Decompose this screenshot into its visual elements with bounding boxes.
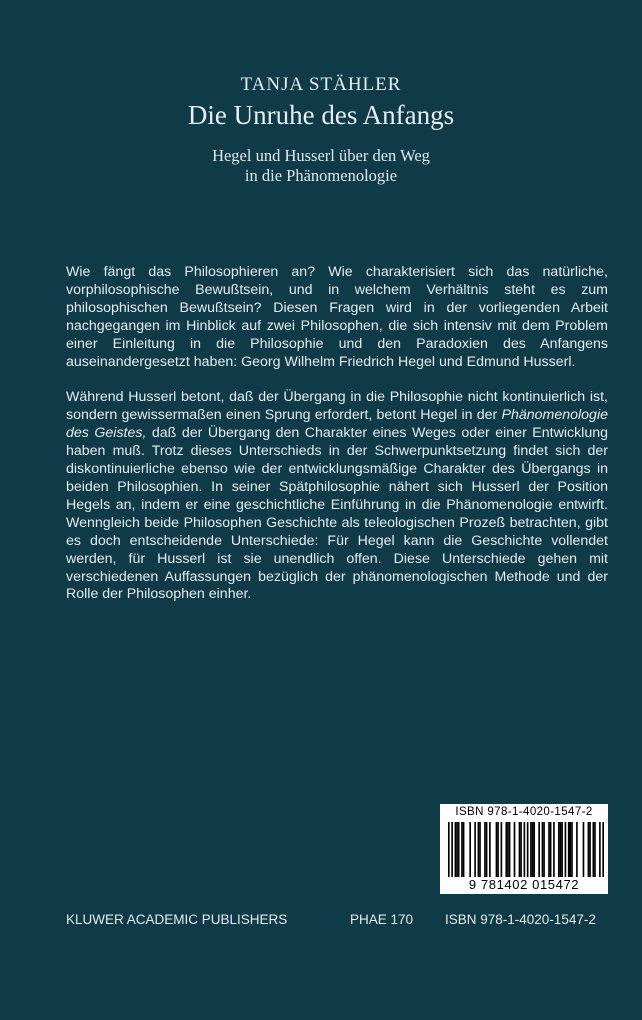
barcode-bar	[501, 822, 503, 877]
barcode-bar	[568, 822, 570, 877]
blurb-work-title: Phänomenologie des Geistes,	[66, 407, 608, 442]
book-subtitle	[0, 146, 642, 186]
barcode-bar	[505, 822, 507, 877]
barcode-bar	[514, 822, 516, 877]
barcode-bar	[451, 822, 453, 877]
barcode-bar	[602, 822, 604, 877]
subtitle-line-1: Hegel und Husserl über den Weg	[212, 146, 430, 165]
barcode-bar	[599, 822, 601, 877]
barcode-bar	[530, 822, 532, 877]
isbn-barcode	[440, 804, 608, 894]
barcode-bar	[593, 822, 595, 877]
barcode-bar	[543, 822, 545, 877]
publisher-name: KLUWER ACADEMIC PUBLISHERS	[66, 912, 288, 927]
barcode-bars	[448, 822, 604, 877]
barcode-bar	[533, 822, 535, 877]
blurb-paragraph-2	[66, 389, 608, 604]
blurb-paragraph-2-end: daß der Übergang den Charakter eines Weges oder einer Entwicklung haben muß. Trotz dieses Unterschieds in der Schwerpunktsetzung findet sich der diskontinuierliche ebenso wie der entwicklungsmäßige Charakter des Übergangs in beiden Philosophien. In seiner Spätphilosophie nähert sich Husserl der Position Hegels an, indem er eine geschichtliche Einführung in die Phänomenologie entwirft. Wenngleich beide Philosophen Geschichte als teleologischen Prozeß betrachten, gibt es doch entscheidende Unterschiede: Für Hegel kann die Geschichte vollendet werden, für Husserl ist sie unendlich offen. Diese Unterschiede gehen mit verschiedenen Auffassungen bezüglich der phänomenologischen Methode und der Rolle der Philosophen einher.	[66, 425, 608, 603]
blurb-paragraph-1: Wie fängt das Philosophieren an? Wie charakterisiert sich das natürliche, vorphilosophische Bewußtsein, und in welchem Verhältnis steht es zum philosophischen Bewußtsein? Diesen Fragen wird in der vorliegenden Arbeit nachgegangen im Hinblick auf zwei Philosophen, die sich intensiv mit dem Problem einer Einleitung in die Philosophie und den Paradoxien des Anfangens auseinandergesetzt haben: Georg Wilhelm Friedrich Hegel und Edmund Husserl.	[66, 264, 608, 370]
barcode-bar	[527, 822, 529, 877]
barcode-bar	[538, 822, 540, 877]
barcode-bar	[489, 822, 491, 877]
footer-isbn: ISBN 978-1-4020-1547-2	[445, 912, 596, 927]
barcode-bar	[542, 822, 544, 877]
barcode-bar	[560, 822, 562, 877]
barcode-bar	[478, 822, 480, 877]
barcode-bar	[548, 822, 550, 877]
barcode-bar	[458, 822, 460, 877]
barcode-bar	[519, 822, 521, 877]
barcode-bar	[448, 822, 450, 877]
barcode-digits: 9 781402 015472	[468, 877, 580, 892]
blurb-text	[66, 264, 608, 604]
barcode-bar	[553, 822, 555, 877]
barcode-bar	[469, 822, 471, 877]
barcode-isbn-label: ISBN 978-1-4020-1547-2	[455, 806, 593, 818]
barcode-bar	[496, 822, 498, 877]
blurb-paragraph-2-start: Während Husserl betont, daß der Übergang in die Philosophie nicht kontinuierlich ist, sondern gewissermaßen einen Sprung erfordert, betont Hegel in der	[66, 389, 608, 424]
barcode-bar	[455, 822, 457, 877]
barcode-bar	[565, 822, 567, 877]
barcode-bar	[583, 822, 585, 877]
barcode-bar	[594, 822, 596, 877]
barcode-bar	[497, 822, 499, 877]
cover-footer	[0, 912, 642, 932]
barcode-bar	[486, 822, 488, 877]
barcode-bar	[461, 822, 463, 877]
barcode-bar	[576, 822, 578, 877]
barcode-bar	[520, 822, 522, 877]
barcode-bar	[484, 822, 486, 877]
barcode-bar	[550, 822, 552, 877]
book-title: Die Unruhe des Anfangs	[187, 100, 455, 130]
author-name: TANJA STÄHLER	[240, 74, 402, 95]
barcode-bar	[570, 822, 572, 877]
barcode-bar	[509, 822, 511, 877]
barcode-bar	[479, 822, 481, 877]
barcode-bar	[456, 822, 458, 877]
barcode-bar	[507, 822, 509, 877]
barcode-bar	[589, 822, 591, 877]
barcode-bar	[558, 822, 560, 877]
barcode-bar	[561, 822, 563, 877]
barcode-bar	[463, 822, 465, 877]
series-number: PHAE 170	[350, 912, 414, 927]
subtitle-line-2: in die Phänomenologie	[244, 166, 398, 185]
barcode-bar	[571, 822, 573, 877]
barcode-bar	[474, 822, 476, 877]
barcode-bar	[524, 822, 526, 877]
barcode-bar	[532, 822, 534, 877]
barcode-bar	[588, 822, 590, 877]
